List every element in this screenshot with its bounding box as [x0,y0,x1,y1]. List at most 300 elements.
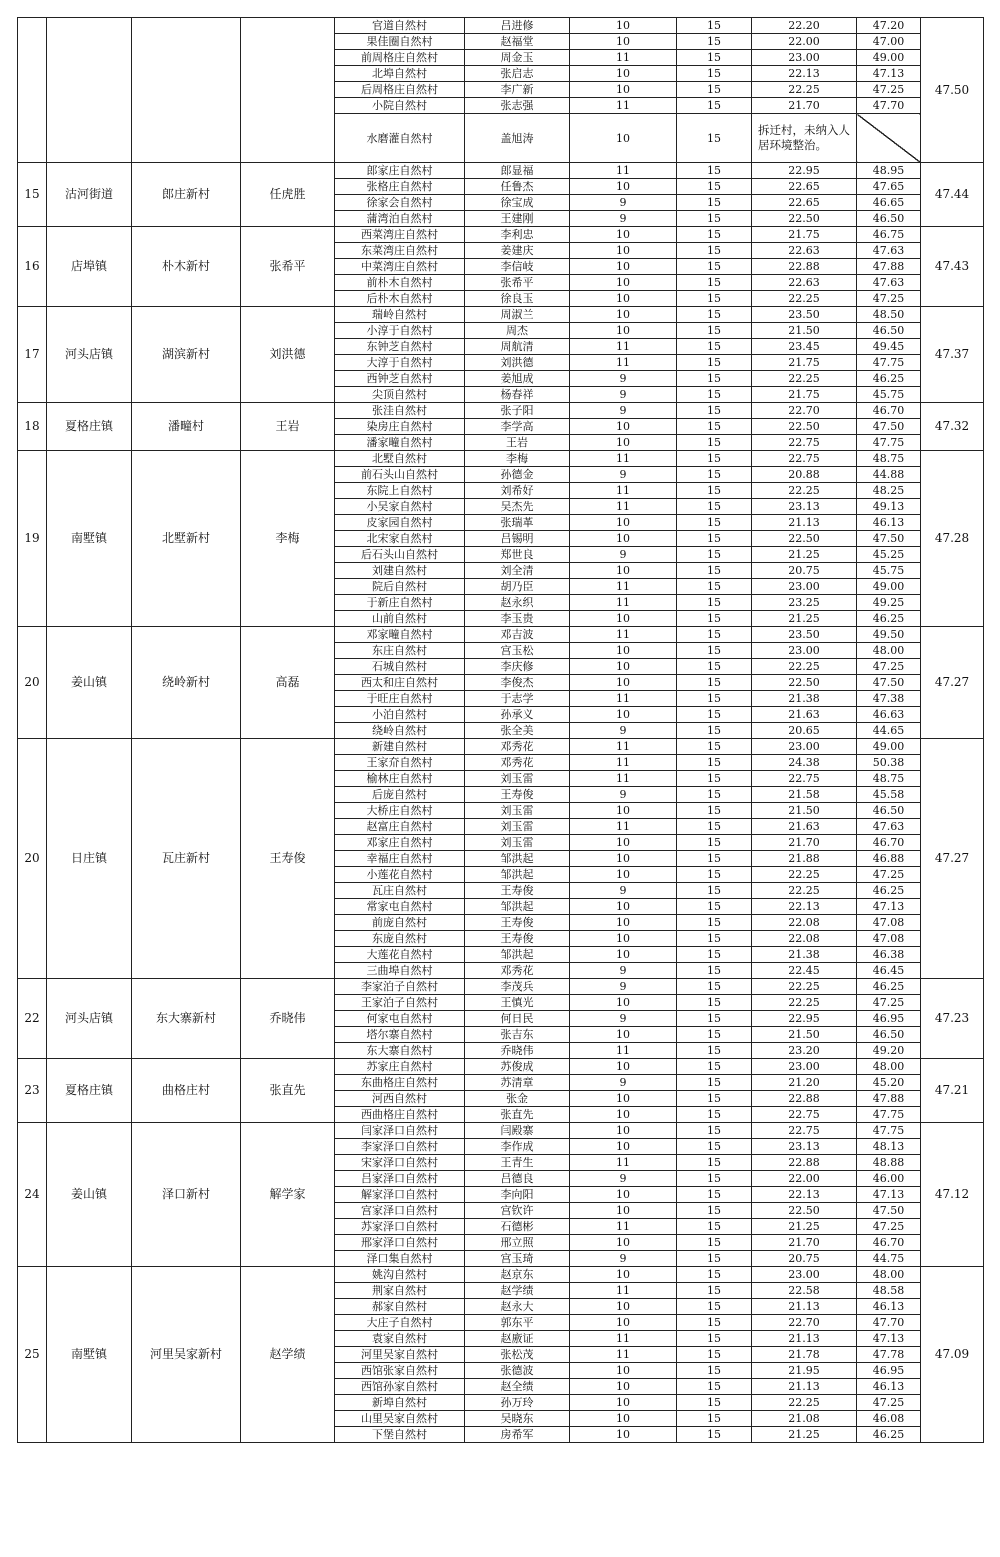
score-b-cell: 15 [677,1299,752,1315]
total-score-cell: 47.63 [857,243,921,259]
score-b-cell: 15 [677,595,752,611]
score-c-cell: 22.63 [752,243,857,259]
contact-cell: 宫玉琦 [465,1251,570,1267]
contact-cell: 吴晓东 [465,1411,570,1427]
score-a-cell: 10 [570,1123,677,1139]
score-c-cell: 21.95 [752,1363,857,1379]
final-score-cell: 47.27 [921,739,984,979]
score-a-cell: 10 [570,1427,677,1443]
score-a-cell: 10 [570,1107,677,1123]
natural-village-cell: 苏家泽口自然村 [335,1219,465,1235]
rank-cell: 20 [18,627,47,739]
contact-cell: 王寿俊 [465,883,570,899]
contact-cell: 王岩 [465,435,570,451]
score-b-cell: 15 [677,1379,752,1395]
contact-cell: 姜旭成 [465,371,570,387]
total-score-cell: 46.13 [857,1299,921,1315]
village-cell: 北墅新村 [132,451,241,627]
rank-cell: 17 [18,307,47,403]
natural-village-cell: 李家泽口自然村 [335,1139,465,1155]
town-cell: 日庄镇 [47,739,132,979]
contact-cell: 王建刚 [465,211,570,227]
score-c-cell: 22.95 [752,163,857,179]
rank-cell: 19 [18,451,47,627]
town-cell: 河头店镇 [47,307,132,403]
score-b-cell: 15 [677,339,752,355]
score-a-cell: 10 [570,259,677,275]
total-score-cell: 50.38 [857,755,921,771]
score-c-cell: 23.20 [752,1043,857,1059]
score-b-cell: 15 [677,579,752,595]
score-c-cell: 22.25 [752,995,857,1011]
natural-village-cell: 东钟芝自然村 [335,339,465,355]
score-b-cell: 15 [677,691,752,707]
score-a-cell: 11 [570,1219,677,1235]
natural-village-cell: 山里吴家自然村 [335,1411,465,1427]
score-b-cell: 15 [677,371,752,387]
natural-village-cell: 北埠自然村 [335,66,465,82]
score-c-cell: 24.38 [752,755,857,771]
score-c-cell: 21.70 [752,98,857,114]
town-cell: 夏格庄镇 [47,403,132,451]
total-score-cell: 46.63 [857,707,921,723]
natural-village-cell: 小院自然村 [335,98,465,114]
contact-cell: 姜建庆 [465,243,570,259]
score-c-cell: 22.88 [752,259,857,275]
score-a-cell: 10 [570,1139,677,1155]
total-score-cell: 46.50 [857,323,921,339]
contact-cell: 邓秀花 [465,739,570,755]
score-a-cell: 11 [570,1155,677,1171]
final-score-cell: 47.43 [921,227,984,307]
score-a-cell: 11 [570,579,677,595]
leader-cell: 赵学绩 [241,1267,335,1443]
score-a-cell: 10 [570,531,677,547]
score-a-cell: 10 [570,835,677,851]
score-b-cell: 15 [677,18,752,34]
contact-cell: 赵学绩 [465,1283,570,1299]
natural-village-cell: 小莲花自然村 [335,867,465,883]
score-b-cell: 15 [677,387,752,403]
score-b-cell: 15 [677,899,752,915]
contact-cell: 郑世良 [465,547,570,563]
score-c-cell: 21.50 [752,1027,857,1043]
town-cell: 姜山镇 [47,627,132,739]
score-b-cell: 15 [677,627,752,643]
score-a-cell: 10 [570,1395,677,1411]
total-score-cell: 47.25 [857,995,921,1011]
score-c-cell: 22.70 [752,1315,857,1331]
total-score-cell: 48.00 [857,643,921,659]
total-score-cell: 48.75 [857,771,921,787]
score-c-cell: 23.00 [752,50,857,66]
score-b-cell: 15 [677,723,752,739]
score-c-cell: 23.13 [752,1139,857,1155]
score-a-cell: 9 [570,211,677,227]
score-c-cell: 22.65 [752,195,857,211]
score-c-cell: 拆迁村，未纳入人居环境整治。 [752,114,857,163]
contact-cell: 张瑞革 [465,515,570,531]
total-score-cell: 47.75 [857,1107,921,1123]
score-b-cell: 15 [677,1203,752,1219]
score-c-cell: 21.58 [752,787,857,803]
final-score-cell: 47.28 [921,451,984,627]
score-a-cell: 11 [570,163,677,179]
score-a-cell: 10 [570,659,677,675]
score-a-cell: 9 [570,963,677,979]
total-score-cell: 48.88 [857,1155,921,1171]
score-b-cell: 15 [677,1075,752,1091]
score-a-cell: 10 [570,931,677,947]
score-c-cell: 22.13 [752,899,857,915]
total-score-cell: 47.13 [857,899,921,915]
score-b-cell: 15 [677,643,752,659]
leader-cell: 任虎胜 [241,163,335,227]
total-score-cell: 48.13 [857,1139,921,1155]
score-c-cell: 20.65 [752,723,857,739]
total-score-cell: 46.13 [857,1379,921,1395]
score-a-cell: 10 [570,307,677,323]
table-row [18,979,984,995]
total-score-cell: 47.25 [857,82,921,98]
natural-village-cell: 西菜湾庄自然村 [335,227,465,243]
score-a-cell: 9 [570,979,677,995]
score-b-cell: 15 [677,963,752,979]
score-c-cell: 22.75 [752,1123,857,1139]
score-b-cell: 15 [677,499,752,515]
total-score-cell: 49.00 [857,50,921,66]
score-c-cell: 23.00 [752,1267,857,1283]
natural-village-cell: 西钟芝自然村 [335,371,465,387]
total-score-cell: 48.50 [857,307,921,323]
score-b-cell: 15 [677,1427,752,1443]
total-score-cell: 47.08 [857,931,921,947]
score-b-cell: 15 [677,1043,752,1059]
score-c-cell: 22.25 [752,483,857,499]
total-score-cell: 47.50 [857,675,921,691]
natural-village-cell: 于旺庄自然村 [335,691,465,707]
total-score-cell: 46.25 [857,883,921,899]
contact-cell: 王慎光 [465,995,570,1011]
score-b-cell: 15 [677,435,752,451]
score-c-cell: 22.08 [752,915,857,931]
contact-cell: 张德波 [465,1363,570,1379]
score-a-cell: 10 [570,675,677,691]
natural-village-cell: 王家泊子自然村 [335,995,465,1011]
contact-cell: 吕锡明 [465,531,570,547]
natural-village-cell: 吕家泽口自然村 [335,1171,465,1187]
score-c-cell: 22.50 [752,419,857,435]
score-a-cell: 10 [570,1411,677,1427]
score-c-cell: 22.00 [752,1171,857,1187]
score-b-cell: 15 [677,995,752,1011]
contact-cell: 李俊杰 [465,675,570,691]
score-a-cell: 10 [570,82,677,98]
contact-cell: 张全美 [465,723,570,739]
score-b-cell: 15 [677,739,752,755]
score-c-cell: 21.13 [752,515,857,531]
natural-village-cell: 河西自然村 [335,1091,465,1107]
natural-village-cell: 闫家泽口自然村 [335,1123,465,1139]
score-a-cell: 11 [570,499,677,515]
score-b-cell: 15 [677,1123,752,1139]
score-a-cell: 10 [570,851,677,867]
score-a-cell: 10 [570,435,677,451]
score-c-cell: 21.38 [752,691,857,707]
natural-village-cell: 王家夼自然村 [335,755,465,771]
natural-village-cell: 河里吴家自然村 [335,1347,465,1363]
total-score-cell: 48.25 [857,483,921,499]
natural-village-cell: 院后自然村 [335,579,465,595]
score-c-cell: 22.63 [752,275,857,291]
total-score-cell: 44.88 [857,467,921,483]
natural-village-cell: 李家泊子自然村 [335,979,465,995]
score-b-cell: 15 [677,275,752,291]
score-b-cell: 15 [677,355,752,371]
contact-cell: 苏清章 [465,1075,570,1091]
village-cell: 河里吴家新村 [132,1267,241,1443]
table-row [18,18,984,34]
town-cell: 店埠镇 [47,227,132,307]
score-b-cell: 15 [677,787,752,803]
score-a-cell: 10 [570,1363,677,1379]
score-a-cell: 10 [570,1299,677,1315]
score-c-cell: 21.20 [752,1075,857,1091]
natural-village-cell: 小淳于自然村 [335,323,465,339]
score-a-cell: 9 [570,787,677,803]
total-score-cell: 46.50 [857,211,921,227]
score-b-cell: 15 [677,547,752,563]
score-a-cell: 9 [570,195,677,211]
score-b-cell: 15 [677,915,752,931]
total-score-cell: 47.13 [857,66,921,82]
total-score-cell: 47.70 [857,98,921,114]
score-a-cell: 11 [570,771,677,787]
score-a-cell: 10 [570,643,677,659]
natural-village-cell: 后朴木自然村 [335,291,465,307]
score-a-cell: 11 [570,483,677,499]
natural-village-cell: 潘家疃自然村 [335,435,465,451]
contact-cell: 张直先 [465,1107,570,1123]
rank-cell: 25 [18,1267,47,1443]
total-score-cell: 47.75 [857,355,921,371]
score-c-cell: 21.75 [752,355,857,371]
score-c-cell: 23.50 [752,627,857,643]
score-a-cell: 10 [570,867,677,883]
natural-village-cell: 石城自然村 [335,659,465,675]
natural-village-cell: 东院上自然村 [335,483,465,499]
contact-cell: 吕德良 [465,1171,570,1187]
rank-cell: 15 [18,163,47,227]
score-a-cell: 11 [570,355,677,371]
score-a-cell: 10 [570,227,677,243]
natural-village-cell: 姚沟自然村 [335,1267,465,1283]
score-a-cell: 9 [570,1171,677,1187]
score-c-cell: 20.75 [752,563,857,579]
total-score-cell: 47.20 [857,18,921,34]
natural-village-cell: 刘建自然村 [335,563,465,579]
contact-cell: 李学高 [465,419,570,435]
total-score-cell: 47.88 [857,259,921,275]
score-b-cell: 15 [677,563,752,579]
score-b-cell: 15 [677,114,752,163]
score-a-cell: 11 [570,1043,677,1059]
natural-village-cell: 西曲格庄自然村 [335,1107,465,1123]
natural-village-cell: 宫家泽口自然村 [335,1203,465,1219]
table-row [18,1267,984,1283]
score-c-cell: 23.25 [752,595,857,611]
table-row [18,1059,984,1075]
score-b-cell: 15 [677,163,752,179]
contact-cell: 李信岐 [465,259,570,275]
score-b-cell: 15 [677,1235,752,1251]
natural-village-cell: 尖顶自然村 [335,387,465,403]
leader-cell: 乔晓伟 [241,979,335,1059]
natural-village-cell: 邓家庄自然村 [335,835,465,851]
score-b-cell: 15 [677,179,752,195]
total-score-cell: 45.75 [857,563,921,579]
contact-cell: 邹洪起 [465,851,570,867]
total-score-cell: 46.00 [857,1171,921,1187]
village-cell: 潘疃村 [132,403,241,451]
score-a-cell: 10 [570,1091,677,1107]
contact-cell: 邓秀花 [465,755,570,771]
score-b-cell: 15 [677,1283,752,1299]
total-score-cell: 45.25 [857,547,921,563]
score-c-cell: 23.45 [752,339,857,355]
score-b-cell: 15 [677,1091,752,1107]
score-b-cell: 15 [677,1331,752,1347]
score-a-cell: 10 [570,1187,677,1203]
score-b-cell: 15 [677,451,752,467]
total-score-cell: 47.63 [857,275,921,291]
score-a-cell: 10 [570,275,677,291]
score-b-cell: 15 [677,1267,752,1283]
score-b-cell: 15 [677,419,752,435]
contact-cell: 郎显福 [465,163,570,179]
rank-cell: 18 [18,403,47,451]
natural-village-cell: 蒲湾泊自然村 [335,211,465,227]
score-c-cell: 23.13 [752,499,857,515]
total-score-cell: 49.00 [857,579,921,595]
score-a-cell: 11 [570,1347,677,1363]
total-score-cell: 49.00 [857,739,921,755]
total-score-cell: 46.75 [857,227,921,243]
score-c-cell: 22.88 [752,1155,857,1171]
total-score-cell: 47.08 [857,915,921,931]
contact-cell: 宫玉松 [465,643,570,659]
total-score-cell: 47.13 [857,1187,921,1203]
score-c-cell: 22.08 [752,931,857,947]
score-c-cell: 21.78 [752,1347,857,1363]
score-b-cell: 15 [677,323,752,339]
contact-cell: 赵廒证 [465,1331,570,1347]
score-b-cell: 15 [677,675,752,691]
contact-cell: 李作成 [465,1139,570,1155]
total-score-cell: 44.75 [857,1251,921,1267]
natural-village-cell: 染房庄自然村 [335,419,465,435]
score-b-cell: 15 [677,82,752,98]
score-c-cell: 23.00 [752,579,857,595]
total-score-cell: 47.75 [857,1123,921,1139]
score-b-cell: 15 [677,467,752,483]
score-b-cell: 15 [677,755,752,771]
score-c-cell: 22.25 [752,979,857,995]
natural-village-cell: 张格庄自然村 [335,179,465,195]
natural-village-cell: 果佳圈自然村 [335,34,465,50]
natural-village-cell: 榆林庄自然村 [335,771,465,787]
score-a-cell: 10 [570,243,677,259]
village-cell: 郎庄新村 [132,163,241,227]
score-a-cell: 9 [570,547,677,563]
score-b-cell: 15 [677,515,752,531]
natural-village-cell: 东庞自然村 [335,931,465,947]
score-b-cell: 15 [677,1027,752,1043]
total-score-cell: 47.50 [857,1203,921,1219]
score-b-cell: 15 [677,243,752,259]
score-a-cell: 11 [570,339,677,355]
town-cell: 姜山镇 [47,1123,132,1267]
score-c-cell: 21.50 [752,803,857,819]
town-cell: 夏格庄镇 [47,1059,132,1123]
score-a-cell: 10 [570,179,677,195]
score-c-cell: 23.00 [752,643,857,659]
natural-village-cell: 东大寨自然村 [335,1043,465,1059]
score-c-cell: 20.88 [752,467,857,483]
score-c-cell: 22.20 [752,18,857,34]
score-a-cell: 9 [570,723,677,739]
table-row [18,403,984,419]
score-a-cell: 10 [570,1059,677,1075]
score-b-cell: 15 [677,195,752,211]
score-c-cell: 21.75 [752,227,857,243]
score-b-cell: 15 [677,1395,752,1411]
score-a-cell: 11 [570,50,677,66]
score-a-cell: 10 [570,66,677,82]
score-c-cell: 22.25 [752,291,857,307]
village-cell [132,18,241,163]
natural-village-cell: 皮家园自然村 [335,515,465,531]
score-b-cell: 15 [677,307,752,323]
score-a-cell: 10 [570,707,677,723]
contact-cell: 李向阳 [465,1187,570,1203]
contact-cell: 吴杰先 [465,499,570,515]
final-score-cell: 47.23 [921,979,984,1059]
total-score-cell: 49.45 [857,339,921,355]
score-a-cell: 10 [570,291,677,307]
natural-village-cell: 大淳于自然村 [335,355,465,371]
contact-cell: 邢立照 [465,1235,570,1251]
contact-cell: 邹洪起 [465,899,570,915]
contact-cell: 孙万玲 [465,1395,570,1411]
natural-village-cell: 邓家疃自然村 [335,627,465,643]
score-c-cell: 22.50 [752,675,857,691]
score-a-cell: 11 [570,691,677,707]
score-c-cell: 22.70 [752,403,857,419]
score-c-cell: 22.13 [752,66,857,82]
contact-cell: 李利忠 [465,227,570,243]
natural-village-cell: 下堡自然村 [335,1427,465,1443]
score-b-cell: 15 [677,1059,752,1075]
contact-cell: 周金玉 [465,50,570,66]
natural-village-cell: 新埠自然村 [335,1395,465,1411]
final-score-cell: 47.44 [921,163,984,227]
score-a-cell: 10 [570,323,677,339]
contact-cell: 李玉贵 [465,611,570,627]
total-score-cell: 46.38 [857,947,921,963]
score-b-cell: 15 [677,1171,752,1187]
final-score-cell: 47.37 [921,307,984,403]
